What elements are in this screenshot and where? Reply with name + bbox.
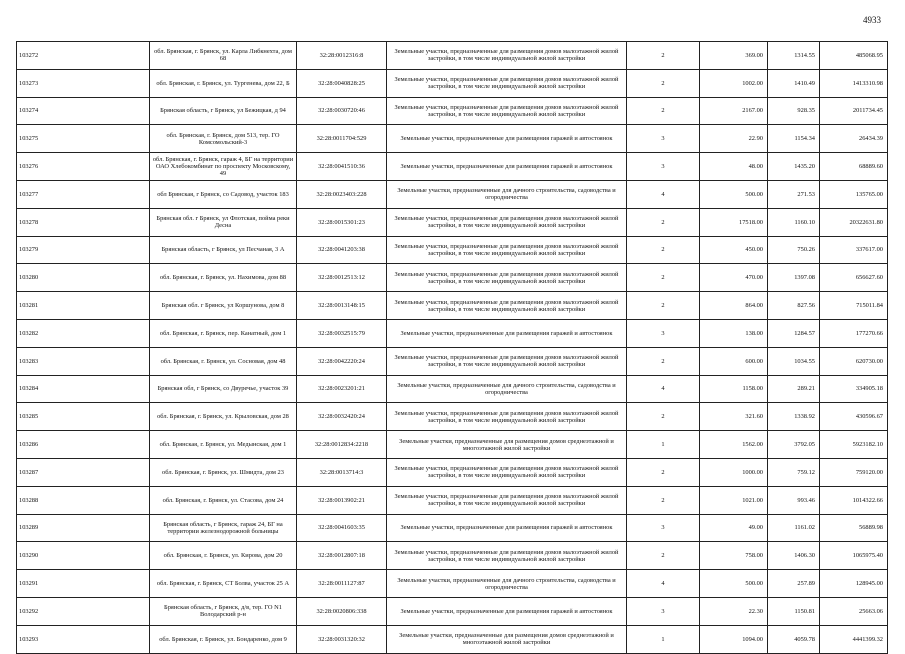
cadastral-number-cell: 32:28:0041203:38: [297, 236, 387, 264]
land-purpose-cell: Земельные участки, предназначенные для размещения домов малоэтажной жилой застройки, в том числе индивидуальной жилой застройки: [387, 486, 627, 514]
area-cell: 1000.00: [700, 458, 768, 486]
area-cell: 321.60: [700, 403, 768, 431]
address-cell: обл. Брянская, г. Брянск, ул. Крыловская, дом 28: [150, 403, 297, 431]
cadastral-number-cell: 32:28:0012807:18: [297, 542, 387, 570]
table-row: [17, 153, 888, 181]
land-purpose-cell: Земельные участки, предназначенные для размещения домов малоэтажной жилой застройки, в том числе индивидуальной жилой застройки: [387, 542, 627, 570]
cadastral-number-cell: 32:28:0012316:8: [297, 42, 387, 70]
land-purpose-cell: Земельные участки, предназначенные для размещения домов малоэтажной жилой застройки, в том числе индивидуальной жилой застройки: [387, 69, 627, 97]
address-cell: обл. Брянская, г. Брянск, ул. Нахимова, дом 88: [150, 264, 297, 292]
row-id-cell: 103291: [17, 570, 150, 598]
unit-price-cell: 1314.55: [768, 42, 820, 70]
unit-price-cell: 1160.10: [768, 208, 820, 236]
address-cell: обл. Брянская, г. Брянск, гараж 4, БГ на территории ОАО Хлебокомбинат по проспекту Московскому, 49: [150, 153, 297, 181]
area-cell: 500.00: [700, 180, 768, 208]
address-cell: обл. Брянская, г. Брянск, пер. Канатный, дом 1: [150, 319, 297, 347]
land-purpose-cell: Земельные участки, предназначенные для размещения домов малоэтажной жилой застройки, в том числе индивидуальной жилой застройки: [387, 458, 627, 486]
unit-price-cell: 289.21: [768, 375, 820, 403]
table-row: [17, 625, 888, 653]
group-cell: 2: [627, 486, 700, 514]
cadastral-value-cell: 1065975.40: [820, 542, 888, 570]
land-purpose-cell: Земельные участки, предназначенные для размещения домов малоэтажной жилой застройки, в том числе индивидуальной жилой застройки: [387, 292, 627, 320]
cadastral-value-cell: 1014322.66: [820, 486, 888, 514]
address-cell: Брянская область, г Брянск, гараж 24, БГ на территории железнодорожной больницы: [150, 514, 297, 542]
address-cell: обл. Брянская, г. Брянск, ул. Сосновая, дом 48: [150, 347, 297, 375]
land-purpose-cell: Земельные участки, предназначенные для размещения гаражей и автостоянок: [387, 597, 627, 625]
group-cell: 2: [627, 42, 700, 70]
row-id-cell: 103272: [17, 42, 150, 70]
address-cell: обл Брянская, г Брянск, со Садовод, участок 183: [150, 180, 297, 208]
cadastral-value-cell: 135765.00: [820, 180, 888, 208]
cadastral-number-cell: 32:28:0041603:35: [297, 514, 387, 542]
unit-price-cell: 3792.05: [768, 431, 820, 459]
unit-price-cell: 827.56: [768, 292, 820, 320]
land-purpose-cell: Земельные участки, предназначенные для размещения домов малоэтажной жилой застройки, в том числе индивидуальной жилой застройки: [387, 347, 627, 375]
cadastral-number-cell: 32:28:0011127:87: [297, 570, 387, 598]
unit-price-cell: 750.26: [768, 236, 820, 264]
unit-price-cell: 1397.08: [768, 264, 820, 292]
unit-price-cell: 1410.49: [768, 69, 820, 97]
row-id-cell: 103293: [17, 625, 150, 653]
table-row: [17, 431, 888, 459]
group-cell: 1: [627, 431, 700, 459]
table-row: [17, 125, 888, 153]
area-cell: 22.30: [700, 597, 768, 625]
cadastral-number-cell: 32:28:0013714:3: [297, 458, 387, 486]
row-id-cell: 103290: [17, 542, 150, 570]
unit-price-cell: 271.53: [768, 180, 820, 208]
group-cell: 3: [627, 125, 700, 153]
group-cell: 2: [627, 403, 700, 431]
address-cell: обл. Брянская, г. Брянск, ул. Шмидта, дом 23: [150, 458, 297, 486]
group-cell: 3: [627, 597, 700, 625]
cadastral-value-cell: 620730.00: [820, 347, 888, 375]
area-cell: 17518.00: [700, 208, 768, 236]
land-purpose-cell: Земельные участки, предназначенные для размещения домов малоэтажной жилой застройки, в том числе индивидуальной жилой застройки: [387, 97, 627, 125]
group-cell: 2: [627, 292, 700, 320]
row-id-cell: 103284: [17, 375, 150, 403]
cadastral-value-cell: 656627.60: [820, 264, 888, 292]
land-purpose-cell: Земельные участки, предназначенные для размещения домов малоэтажной жилой застройки, в том числе индивидуальной жилой застройки: [387, 208, 627, 236]
row-id-cell: 103285: [17, 403, 150, 431]
unit-price-cell: 1406.30: [768, 542, 820, 570]
cadastral-number-cell: 32:28:0040828:25: [297, 69, 387, 97]
group-cell: 2: [627, 347, 700, 375]
address-cell: Брянская обл, г Брянск, со Двуречье, участок 39: [150, 375, 297, 403]
cadastral-value-cell: 4441399.32: [820, 625, 888, 653]
table-row: [17, 486, 888, 514]
cadastral-value-cell: 334905.18: [820, 375, 888, 403]
area-cell: 500.00: [700, 570, 768, 598]
group-cell: 2: [627, 542, 700, 570]
address-cell: обл. Брянская, г. Брянск, дом 513, тер. ГО Комсомольский-3: [150, 125, 297, 153]
address-cell: Брянская область, г Брянск, ул Бежицкая, д 94: [150, 97, 297, 125]
unit-price-cell: 1034.55: [768, 347, 820, 375]
table-row: [17, 458, 888, 486]
group-cell: 4: [627, 375, 700, 403]
table-row: [17, 514, 888, 542]
cadastral-number-cell: 32:28:0023201:21: [297, 375, 387, 403]
area-cell: 49.00: [700, 514, 768, 542]
unit-price-cell: 1161.02: [768, 514, 820, 542]
table-row: [17, 264, 888, 292]
group-cell: 3: [627, 514, 700, 542]
cadastral-value-cell: 68889.60: [820, 153, 888, 181]
cadastral-number-cell: 32:28:0023403:228: [297, 180, 387, 208]
land-purpose-cell: Земельные участки, предназначенные для размещения гаражей и автостоянок: [387, 514, 627, 542]
address-cell: Брянская область, г Брянск, ул Песчаная, 3 А: [150, 236, 297, 264]
area-cell: 138.00: [700, 319, 768, 347]
unit-price-cell: 1154.34: [768, 125, 820, 153]
row-id-cell: 103287: [17, 458, 150, 486]
cadastral-value-cell: 25663.06: [820, 597, 888, 625]
address-cell: Брянская обл. г Брянск, ул Коршуновa, дом 8: [150, 292, 297, 320]
land-purpose-cell: Земельные участки, предназначенные для размещения гаражей и автостоянок: [387, 125, 627, 153]
area-cell: 470.00: [700, 264, 768, 292]
group-cell: 4: [627, 570, 700, 598]
area-cell: 369.00: [700, 42, 768, 70]
table-row: [17, 208, 888, 236]
cadastral-number-cell: 32:28:0030720:46: [297, 97, 387, 125]
area-cell: 1021.00: [700, 486, 768, 514]
table-row: [17, 375, 888, 403]
cadastral-number-cell: 32:28:0012513:12: [297, 264, 387, 292]
group-cell: 2: [627, 236, 700, 264]
cadastral-number-cell: 32:28:0032515:79: [297, 319, 387, 347]
unit-price-cell: 1284.57: [768, 319, 820, 347]
cadastral-number-cell: 32:28:0020806:338: [297, 597, 387, 625]
row-id-cell: 103283: [17, 347, 150, 375]
unit-price-cell: 993.46: [768, 486, 820, 514]
registry-rows: [17, 42, 888, 654]
land-purpose-cell: Земельные участки, предназначенные для дачного строительства, садоводства и огородничества: [387, 375, 627, 403]
area-cell: 2167.00: [700, 97, 768, 125]
land-purpose-cell: Земельные участки, предназначенные для дачного строительства, садоводства и огородничества: [387, 180, 627, 208]
area-cell: 1002.00: [700, 69, 768, 97]
address-cell: обл. Брянская, г. Брянск, ул. Тургенева, дом 22, Б: [150, 69, 297, 97]
address-cell: обл. Брянская, г. Брянск, СТ Болва, участок 25 А: [150, 570, 297, 598]
table-row: [17, 597, 888, 625]
group-cell: 2: [627, 69, 700, 97]
group-cell: 2: [627, 208, 700, 236]
cadastral-value-cell: 177270.66: [820, 319, 888, 347]
land-purpose-cell: Земельные участки, предназначенные для дачного строительства, садоводства и огородничества: [387, 570, 627, 598]
table-row: [17, 97, 888, 125]
row-id-cell: 103289: [17, 514, 150, 542]
area-cell: 22.90: [700, 125, 768, 153]
area-cell: 600.00: [700, 347, 768, 375]
area-cell: 864.00: [700, 292, 768, 320]
table-row: [17, 42, 888, 70]
group-cell: 2: [627, 97, 700, 125]
area-cell: 1562.00: [700, 431, 768, 459]
row-id-cell: 103273: [17, 69, 150, 97]
row-id-cell: 103282: [17, 319, 150, 347]
cadastral-value-cell: 26434.39: [820, 125, 888, 153]
cadastral-number-cell: 32:28:0042220:24: [297, 347, 387, 375]
page-number: 4933: [863, 15, 881, 25]
address-cell: обл. Брянская, г. Брянск, ул. Бондаренко, дом 9: [150, 625, 297, 653]
table-row: [17, 236, 888, 264]
row-id-cell: 103279: [17, 236, 150, 264]
unit-price-cell: 1338.92: [768, 403, 820, 431]
cadastral-value-cell: 56889.98: [820, 514, 888, 542]
unit-price-cell: 257.89: [768, 570, 820, 598]
cadastral-number-cell: 32:28:0041510:36: [297, 153, 387, 181]
table-row: [17, 570, 888, 598]
table-row: [17, 292, 888, 320]
cadastral-number-cell: 32:28:0015301:23: [297, 208, 387, 236]
unit-price-cell: 1150.81: [768, 597, 820, 625]
land-purpose-cell: Земельные участки, предназначенные для размещения гаражей и автостоянок: [387, 153, 627, 181]
row-id-cell: 103277: [17, 180, 150, 208]
table-row: [17, 319, 888, 347]
row-id-cell: 103288: [17, 486, 150, 514]
unit-price-cell: 1435.20: [768, 153, 820, 181]
group-cell: 4: [627, 180, 700, 208]
land-purpose-cell: Земельные участки, предназначенные для размещения домов малоэтажной жилой застройки, в том числе индивидуальной жилой застройки: [387, 42, 627, 70]
row-id-cell: 103281: [17, 292, 150, 320]
group-cell: 3: [627, 153, 700, 181]
unit-price-cell: 928.35: [768, 97, 820, 125]
table-row: [17, 542, 888, 570]
cadastral-value-cell: 337617.00: [820, 236, 888, 264]
address-cell: Брянская обл. г Брянск, ул Флотская, пойма реки Десна: [150, 208, 297, 236]
cadastral-value-cell: 2011734.45: [820, 97, 888, 125]
area-cell: 450.00: [700, 236, 768, 264]
unit-price-cell: 4059.78: [768, 625, 820, 653]
cadastral-value-cell: 5923182.10: [820, 431, 888, 459]
land-purpose-cell: Земельные участки, предназначенные для размещения гаражей и автостоянок: [387, 319, 627, 347]
land-purpose-cell: Земельные участки, предназначенные для размещения домов малоэтажной жилой застройки, в том числе индивидуальной жилой застройки: [387, 236, 627, 264]
table-row: [17, 69, 888, 97]
address-cell: обл. Брянская, г. Брянск, ул. Стасова, дом 24: [150, 486, 297, 514]
group-cell: 2: [627, 264, 700, 292]
table-row: [17, 403, 888, 431]
row-id-cell: 103275: [17, 125, 150, 153]
cadastral-number-cell: 32:28:0031320:32: [297, 625, 387, 653]
cadastral-value-cell: 430596.67: [820, 403, 888, 431]
cadastral-value-cell: 20322631.80: [820, 208, 888, 236]
table-row: [17, 347, 888, 375]
group-cell: 2: [627, 458, 700, 486]
land-purpose-cell: Земельные участки, предназначенные для размещения домов малоэтажной жилой застройки, в том числе индивидуальной жилой застройки: [387, 403, 627, 431]
land-purpose-cell: Земельные участки, предназначенные для размещения домов малоэтажной жилой застройки, в том числе индивидуальной жилой застройки: [387, 264, 627, 292]
row-id-cell: 103286: [17, 431, 150, 459]
area-cell: 1094.00: [700, 625, 768, 653]
land-purpose-cell: Земельные участки, предназначенные для размещения домов среднеэтажной и многоэтажной жилой застройки: [387, 431, 627, 459]
address-cell: обл. Брянская, г. Брянск, ул. Карла Либкнехта, дом 68: [150, 42, 297, 70]
cadastral-number-cell: 32:28:0013148:15: [297, 292, 387, 320]
group-cell: 3: [627, 319, 700, 347]
unit-price-cell: 759.12: [768, 458, 820, 486]
land-purpose-cell: Земельные участки, предназначенные для размещения домов среднеэтажной и многоэтажной жилой застройки: [387, 625, 627, 653]
cadastral-number-cell: 32:28:0012834:2218: [297, 431, 387, 459]
area-cell: 758.00: [700, 542, 768, 570]
cadastral-value-cell: 715011.84: [820, 292, 888, 320]
row-id-cell: 103278: [17, 208, 150, 236]
address-cell: обл. Брянская, г. Брянск, ул. Медынская, дом 1: [150, 431, 297, 459]
row-id-cell: 103274: [17, 97, 150, 125]
address-cell: обл. Брянская, г. Брянск, ул. Кирова, дом 20: [150, 542, 297, 570]
table-row: [17, 180, 888, 208]
row-id-cell: 103280: [17, 264, 150, 292]
cadastral-value-cell: 759120.00: [820, 458, 888, 486]
group-cell: 1: [627, 625, 700, 653]
cadastral-value-cell: 128945.00: [820, 570, 888, 598]
row-id-cell: 103292: [17, 597, 150, 625]
cadastral-value-cell: 1413310.98: [820, 69, 888, 97]
cadastral-value-cell: 485068.95: [820, 42, 888, 70]
area-cell: 48.00: [700, 153, 768, 181]
cadastral-number-cell: 32:28:0013902:21: [297, 486, 387, 514]
cadastral-number-cell: 32:28:0011704:529: [297, 125, 387, 153]
row-id-cell: 103276: [17, 153, 150, 181]
address-cell: Брянская область, г Брянск, д/в, тер. ГО N1 Володарский р-н: [150, 597, 297, 625]
cadastral-number-cell: 32:28:0032420:24: [297, 403, 387, 431]
registry-table: [16, 41, 888, 654]
area-cell: 1158.00: [700, 375, 768, 403]
